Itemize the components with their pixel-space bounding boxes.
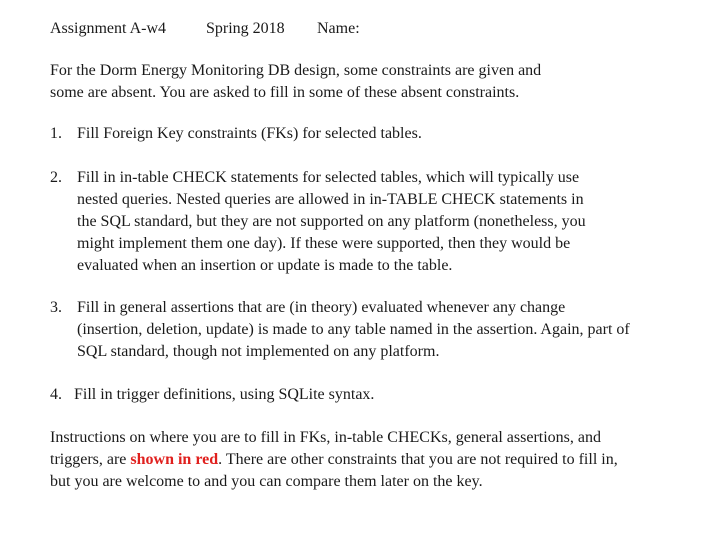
instructions-text: triggers, are xyxy=(50,451,131,468)
list-item-text: the SQL standard, but they are not supported on any platform (nonetheless, you xyxy=(77,213,586,230)
list-item-number: 1. xyxy=(50,125,62,142)
list-item-text: evaluated when an insertion or update is made to the table. xyxy=(77,257,453,274)
name-label: Name: xyxy=(317,20,360,37)
red-highlight-text: shown in red xyxy=(130,451,219,468)
intro-line: For the Dorm Energy Monitoring DB design, some constraints are given and xyxy=(50,62,542,79)
list-item-text: Fill in in-table CHECK statements for selected tables, which will typically use xyxy=(77,169,580,186)
list-item-text: (insertion, deletion, update) is made to any table named in the assertion. Again, part of xyxy=(77,321,630,338)
intro-line: some are absent. You are asked to fill in some of these absent constraints. xyxy=(50,84,520,101)
instructions-line: but you are welcome to and you can compare them later on the key. xyxy=(50,473,483,490)
instructions-line: Instructions on where you are to fill in FKs, in-table CHECKs, general assertions, and xyxy=(50,429,601,446)
list-item-text: Fill in trigger definitions, using SQLite syntax. xyxy=(74,386,375,403)
list-item-4 xyxy=(50,384,710,406)
list-item-text: might implement them one day). If these were supported, then they would be xyxy=(77,235,571,252)
list-item-3 xyxy=(50,297,710,363)
instructions-paragraph xyxy=(50,427,710,493)
assignment-term: Spring 2018 xyxy=(206,20,285,37)
assignment-header xyxy=(50,20,360,38)
list-item-text: Fill Foreign Key constraints (FKs) for selected tables. xyxy=(77,125,422,142)
list-item-2 xyxy=(50,167,710,277)
instructions-line xyxy=(50,449,710,471)
list-item-text: Fill in general assertions that are (in theory) evaluated whenever any change xyxy=(77,299,566,316)
assignment-title: Assignment A-w4 xyxy=(50,20,166,37)
list-item-text: nested queries. Nested queries are allowed in in-TABLE CHECK statements in xyxy=(77,191,584,208)
list-item-number: 2. xyxy=(50,169,62,186)
list-item-number: 4. xyxy=(50,386,62,403)
list-item-text: SQL standard, though not implemented on any platform. xyxy=(77,343,440,360)
list-item-1 xyxy=(50,123,710,145)
intro-paragraph xyxy=(50,60,710,104)
instructions-text: . There are other constraints that you are not required to fill in, xyxy=(218,451,618,468)
list-item-number: 3. xyxy=(50,299,62,316)
